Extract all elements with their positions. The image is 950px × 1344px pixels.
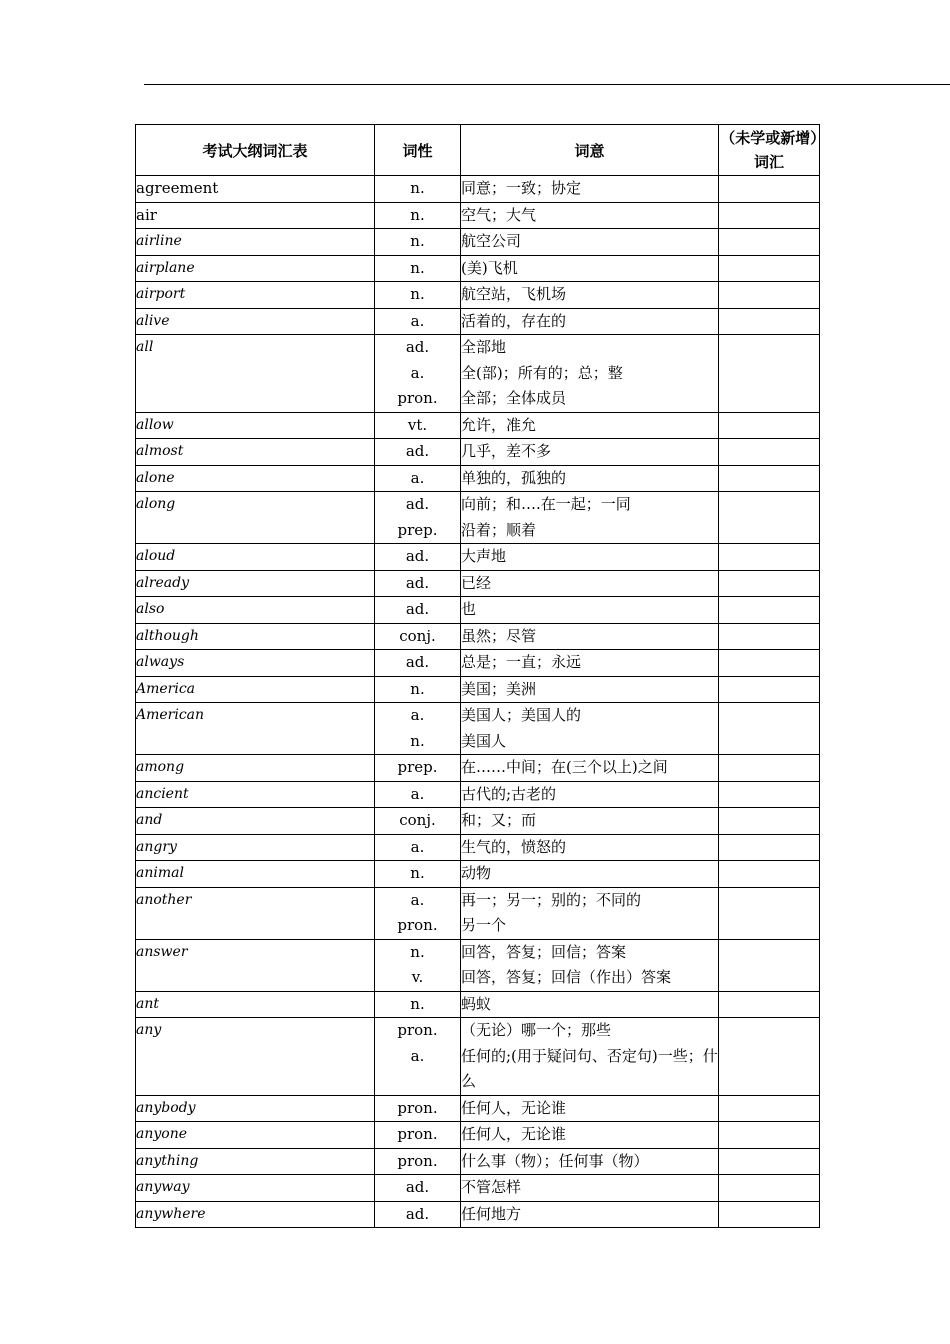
table-row [136, 544, 820, 571]
pos-cell [375, 1122, 461, 1149]
word-cell: America [136, 676, 375, 703]
meaning-cell [461, 202, 719, 229]
word-cell: among [136, 755, 375, 782]
meaning-text: 空气；大气 [461, 205, 537, 224]
extra-cell [719, 255, 820, 282]
extra-cell [719, 176, 820, 203]
pos-label: n. [410, 942, 425, 961]
header-meaning: 词意 [461, 125, 719, 176]
pos-cell [375, 781, 461, 808]
meaning-text: (美)飞机 [461, 258, 518, 277]
word-cell: all [136, 335, 375, 413]
table-row [136, 703, 820, 755]
pos-cell [375, 176, 461, 203]
pos-cell [375, 465, 461, 492]
table-row [136, 308, 820, 335]
extra-cell [719, 781, 820, 808]
extra-cell [719, 570, 820, 597]
pos-cell [375, 412, 461, 439]
meaning-cell [461, 623, 719, 650]
extra-cell [719, 703, 820, 755]
pos-label: a. [410, 837, 425, 856]
table-row [136, 202, 820, 229]
word-cell: anywhere [136, 1201, 375, 1228]
pos-label: n. [410, 994, 425, 1013]
meaning-cell [461, 544, 719, 571]
pos-label: n. [410, 679, 425, 698]
pos-label: a. [410, 706, 425, 724]
pos-label: n. [410, 864, 425, 882]
pos-label: a. [410, 468, 425, 487]
pos-label: a. [410, 784, 425, 803]
meaning-text: 向前；和….在一起；一同 [461, 495, 631, 513]
table-row [136, 781, 820, 808]
extra-cell [719, 544, 820, 571]
table-row [136, 176, 820, 203]
vocabulary-body [136, 176, 820, 1228]
pos-label: n. [410, 285, 425, 303]
meaning-cell [461, 282, 719, 309]
word-cell: American [136, 703, 375, 755]
word-cell: agreement [136, 176, 375, 203]
extra-cell [719, 412, 820, 439]
pos-label: ad. [405, 1204, 430, 1223]
pos-cell [375, 755, 461, 782]
pos-cell [375, 492, 461, 544]
meaning-text: 全部地 [461, 338, 507, 356]
table-row [136, 834, 820, 861]
pos-label: ad. [405, 495, 430, 513]
meaning-cell [461, 229, 719, 256]
word-cell: always [136, 650, 375, 677]
meaning-text: 任何人，无论谁 [461, 1125, 567, 1143]
pos-label: pron. [397, 916, 438, 934]
table-row [136, 570, 820, 597]
pos-cell [375, 1095, 461, 1122]
pos-cell [375, 335, 461, 413]
pos-label: pron. [397, 1151, 438, 1170]
word-cell: almost [136, 439, 375, 466]
meaning-text: 美国人 [461, 731, 507, 750]
table-row [136, 335, 820, 413]
pos-cell [375, 229, 461, 256]
extra-cell [719, 1148, 820, 1175]
meaning-cell [461, 492, 719, 544]
word-cell: angry [136, 834, 375, 861]
meaning-cell [461, 703, 719, 755]
meaning-text: 同意；一致；协定 [461, 179, 582, 197]
extra-cell [719, 1122, 820, 1149]
meaning-cell [461, 650, 719, 677]
extra-cell [719, 623, 820, 650]
word-cell: air [136, 202, 375, 229]
pos-cell [375, 439, 461, 466]
meaning-text: 和；又；而 [461, 811, 537, 829]
extra-cell [719, 1175, 820, 1202]
pos-cell [375, 202, 461, 229]
meaning-cell [461, 1175, 719, 1202]
extra-cell [719, 650, 820, 677]
meaning-text: 另一个 [461, 916, 507, 934]
meaning-cell [461, 412, 719, 439]
pos-label: ad. [405, 1178, 430, 1196]
meaning-cell [461, 439, 719, 466]
header-word: 考试大纲词汇表 [136, 125, 375, 176]
table-row [136, 282, 820, 309]
meaning-text: 沿着；顺着 [461, 520, 537, 539]
meaning-text: 活着的，存在的 [461, 311, 567, 330]
pos-label: ad. [405, 600, 430, 618]
pos-label: pron. [397, 1021, 438, 1039]
word-cell: anybody [136, 1095, 375, 1122]
extra-cell [719, 676, 820, 703]
extra-cell [719, 597, 820, 624]
pos-cell [375, 939, 461, 991]
word-cell: allow [136, 412, 375, 439]
meaning-cell [461, 570, 719, 597]
table-row [136, 1175, 820, 1202]
meaning-cell [461, 781, 719, 808]
pos-cell [375, 597, 461, 624]
table-row [136, 229, 820, 256]
table-header-row [136, 125, 820, 176]
meaning-text: 生气的，愤怒的 [461, 837, 567, 856]
extra-cell [719, 887, 820, 939]
meaning-text: 在……中间；在(三个以上)之间 [461, 758, 668, 776]
pos-label: prep. [397, 520, 438, 539]
extra-cell [719, 492, 820, 544]
pos-label: n. [410, 232, 425, 250]
pos-label: pron. [397, 1125, 438, 1143]
pos-label: a. [410, 363, 425, 382]
extra-cell [719, 282, 820, 309]
word-cell: any [136, 1018, 375, 1096]
page-header-rule [144, 84, 950, 85]
table-row [136, 439, 820, 466]
table-row [136, 1201, 820, 1228]
meaning-text: 航空公司 [461, 232, 522, 250]
meaning-cell [461, 991, 719, 1018]
meaning-text: 允许，准允 [461, 415, 537, 434]
meaning-cell [461, 255, 719, 282]
meaning-cell [461, 834, 719, 861]
meaning-text: 什么事（物）；任何事（物） [461, 1151, 649, 1170]
meaning-text: 动物 [461, 864, 492, 882]
word-cell: ancient [136, 781, 375, 808]
table-row [136, 650, 820, 677]
pos-cell [375, 1018, 461, 1096]
meaning-cell [461, 597, 719, 624]
word-cell: animal [136, 861, 375, 888]
word-cell: alive [136, 308, 375, 335]
table-row [136, 676, 820, 703]
pos-label: n. [410, 179, 425, 197]
meaning-cell [461, 1201, 719, 1228]
meaning-text: 航空站，飞机场 [461, 285, 567, 303]
word-cell: answer [136, 939, 375, 991]
pos-label: prep. [397, 758, 438, 776]
word-cell: also [136, 597, 375, 624]
word-cell: anyone [136, 1122, 375, 1149]
meaning-cell [461, 308, 719, 335]
extra-cell [719, 465, 820, 492]
meaning-text: 回答，答复；回信；答案 [461, 942, 627, 961]
pos-label: conj. [399, 811, 436, 829]
table-row [136, 1095, 820, 1122]
word-cell: although [136, 623, 375, 650]
pos-cell [375, 544, 461, 571]
meaning-text: （无论）哪一个；那些 [461, 1021, 612, 1039]
meaning-cell [461, 1095, 719, 1122]
meaning-text: 回答，答复；回信（作出）答案 [461, 968, 672, 986]
table-row [136, 755, 820, 782]
extra-cell [719, 808, 820, 835]
pos-cell [375, 676, 461, 703]
extra-cell [719, 755, 820, 782]
table-row [136, 492, 820, 544]
pos-cell [375, 1175, 461, 1202]
meaning-cell [461, 1018, 719, 1096]
word-cell: airplane [136, 255, 375, 282]
table-row [136, 1018, 820, 1096]
pos-cell [375, 255, 461, 282]
pos-label: pron. [397, 389, 438, 407]
pos-cell [375, 887, 461, 939]
meaning-cell [461, 861, 719, 888]
meaning-text: 全(部)；所有的；总；整 [461, 363, 623, 382]
word-cell: anything [136, 1148, 375, 1175]
pos-cell [375, 808, 461, 835]
pos-cell [375, 282, 461, 309]
meaning-text: 虽然；尽管 [461, 626, 537, 645]
table-row [136, 991, 820, 1018]
pos-label: ad. [405, 442, 430, 460]
pos-label: a. [410, 311, 425, 330]
header-extra: （未学或新增）词汇 [719, 125, 820, 176]
meaning-text: 任何地方 [461, 1204, 522, 1223]
pos-cell [375, 703, 461, 755]
pos-label: a. [410, 890, 425, 909]
word-cell: aloud [136, 544, 375, 571]
pos-cell [375, 834, 461, 861]
pos-label: ad. [405, 653, 430, 671]
word-cell: anyway [136, 1175, 375, 1202]
pos-label: ad. [405, 573, 430, 592]
table-row [136, 887, 820, 939]
pos-cell [375, 1148, 461, 1175]
pos-cell [375, 308, 461, 335]
meaning-text: 已经 [461, 573, 492, 592]
meaning-text: 蚂蚁 [461, 994, 492, 1013]
pos-cell [375, 650, 461, 677]
word-cell: ant [136, 991, 375, 1018]
extra-cell [719, 439, 820, 466]
meaning-cell [461, 1122, 719, 1149]
table-row [136, 597, 820, 624]
pos-cell [375, 623, 461, 650]
meaning-cell [461, 939, 719, 991]
meaning-text: 古代的;古老的 [461, 784, 557, 803]
word-cell: and [136, 808, 375, 835]
extra-cell [719, 1018, 820, 1096]
header-pos: 词性 [375, 125, 461, 176]
table-row [136, 939, 820, 991]
extra-cell [719, 834, 820, 861]
meaning-cell [461, 887, 719, 939]
pos-label: conj. [399, 626, 436, 645]
table-row [136, 255, 820, 282]
meaning-text: 再一；另一；别的；不同的 [461, 890, 642, 909]
extra-cell [719, 939, 820, 991]
extra-cell [719, 202, 820, 229]
meaning-cell [461, 755, 719, 782]
extra-cell [719, 229, 820, 256]
meaning-text: 任何人，无论谁 [461, 1098, 567, 1117]
extra-cell [719, 1201, 820, 1228]
pos-cell [375, 570, 461, 597]
pos-label: n. [410, 731, 425, 750]
pos-label: n. [410, 205, 425, 224]
table-row [136, 861, 820, 888]
pos-cell [375, 1201, 461, 1228]
meaning-text: 单独的，孤独的 [461, 468, 567, 487]
vocabulary-table [135, 124, 820, 1228]
pos-label: a. [410, 1046, 425, 1065]
table-row [136, 808, 820, 835]
word-cell: airport [136, 282, 375, 309]
table-row [136, 1148, 820, 1175]
pos-label: pron. [397, 1098, 438, 1117]
pos-label: ad. [405, 338, 430, 356]
extra-cell [719, 308, 820, 335]
meaning-cell [461, 1148, 719, 1175]
word-cell: airline [136, 229, 375, 256]
meaning-cell [461, 676, 719, 703]
meaning-text: 美国；美洲 [461, 679, 537, 698]
table-row [136, 623, 820, 650]
table-row [136, 1122, 820, 1149]
extra-cell [719, 861, 820, 888]
meaning-text: 不管怎样 [461, 1178, 522, 1196]
meaning-text: 也 [461, 600, 477, 618]
pos-label: ad. [405, 547, 430, 565]
meaning-text: 大声地 [461, 547, 507, 565]
meaning-text: 任何的;(用于疑问句、否定句)一些；什么 [461, 1046, 718, 1090]
meaning-text: 总是；一直；永远 [461, 653, 582, 671]
table-row [136, 412, 820, 439]
pos-label: vt. [407, 415, 428, 434]
word-cell: along [136, 492, 375, 544]
meaning-text: 美国人；美国人的 [461, 706, 582, 724]
pos-cell [375, 861, 461, 888]
extra-cell [719, 335, 820, 413]
pos-label: n. [410, 258, 425, 277]
extra-cell [719, 991, 820, 1018]
meaning-cell [461, 335, 719, 413]
meaning-cell [461, 465, 719, 492]
extra-cell [719, 1095, 820, 1122]
meaning-text: 全部；全体成员 [461, 389, 567, 407]
meaning-text: 几乎，差不多 [461, 442, 552, 460]
meaning-cell [461, 808, 719, 835]
word-cell: already [136, 570, 375, 597]
word-cell: another [136, 887, 375, 939]
meaning-cell [461, 176, 719, 203]
word-cell: alone [136, 465, 375, 492]
pos-cell [375, 991, 461, 1018]
table-row [136, 465, 820, 492]
pos-label: v. [411, 968, 424, 986]
